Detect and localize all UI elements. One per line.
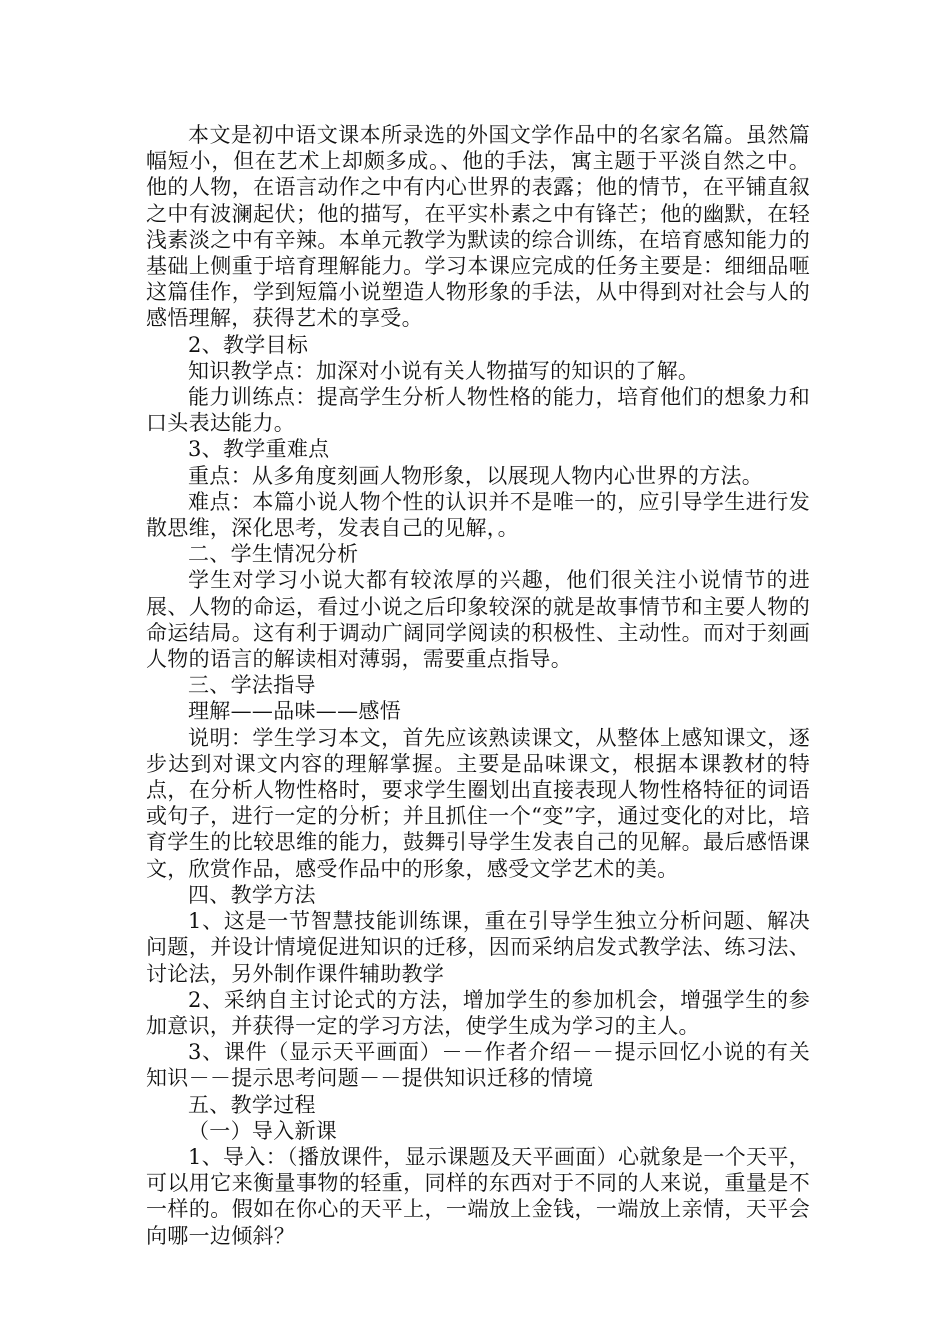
introduction-paragraph: 1、导入：（播放课件，显示课题及天平画面）心就象是一个天平，可以用它来衡量事物的轻重，同样的东西对于不同的人来说，重量是不一样的。假如在你心的天平上，一端放上金钱，一端放上亲情，天平会向哪一边倾斜？ bbox=[146, 1144, 810, 1248]
heading-teaching-methods: 四、教学方法 bbox=[188, 882, 316, 907]
difficult-point: 难点：本篇小说人物个性的认识并不是唯一的，应引导学生进行发散思维，深化思考，发表自己的见解，。 bbox=[146, 489, 810, 541]
subheading-introduction: （一）导入新课 bbox=[188, 1118, 338, 1143]
method-item-2: 2、采纳自主讨论式的方法，增加学生的参加机会，增强学生的参加意识，并获得一定的学习方法，使学生成为学习的主人。 bbox=[146, 987, 810, 1038]
intro-paragraph: 本文是初中语文课本所录选的外国文学作品中的名家名篇。虽然篇幅短小，但在艺术上却颇多成。、他的手法，寓主题于平淡自然之中。他的人物，在语言动作之中有内心世界的表露；他的情节，在平铺直叙之中有波澜起伏；他的描写，在平实朴素之中有锋芒；他的幽默，在轻浅素淡之中有辛辣。本单元教学为默读的综合训练，在培育感知能力的基础上侧重于培育理解能力。学习本课应完成的任务主要是：细细品咂这篇佳作，学到短篇小说塑造人物形象的手法，从中得到对社会与人的感悟理解，获得艺术的享受。 bbox=[146, 123, 810, 331]
heading-key-difficult-points: 3、教学重难点 bbox=[188, 437, 330, 462]
heading-student-analysis: 二、学生情况分析 bbox=[188, 542, 359, 567]
heading-teaching-process: 五、教学过程 bbox=[188, 1092, 316, 1117]
student-analysis-paragraph: 学生对学习小说大都有较浓厚的兴趣，他们很关注小说情节的进展、人物的命运，看过小说之后印象较深的就是故事情节和主要人物的命运结局。这有利于调动广阔同学阅读的积极性、主动性。而对于刻画人物的语言的解读相对薄弱，需要重点指导。 bbox=[146, 568, 810, 672]
key-point: 重点：从多角度刻画人物形象，以展现人物内心世界的方法。 bbox=[188, 463, 764, 488]
learning-explanation: 说明：学生学习本文，首先应该熟读课文，从整体上感知课文，逐步达到对课文内容的理解掌握。主要是品味课文，根据本课教材的特点，在分析人物性格时，要求学生圈划出直接表现人物性格特征的词语或句子，进行一定的分析；并且抓住一个“变”字，通过变化的对比，培育学生的比较思维的能力，鼓舞引导学生发表自己的见解。最后感悟课文，欣赏作品，感受作品中的形象，感受文学艺术的美。 bbox=[146, 725, 810, 881]
heading-teaching-goals: 2、教学目标 bbox=[188, 332, 309, 357]
heading-learning-guidance: 三、学法指导 bbox=[188, 673, 316, 698]
knowledge-point: 知识教学点：加深对小说有关人物描写的知识的了解。 bbox=[188, 358, 700, 383]
method-item-3: 3、课件（显示天平画面）－－作者介绍－－提示回忆小说的有关知识－－提示思考问题－－提供知识迁移的情境 bbox=[146, 1040, 810, 1091]
method-item-1: 1、这是一节智慧技能训练课，重在引导学生独立分析问题、解决问题，并设计情境促进知识的迁移，因而采纳启发式教学法、练习法、讨论法，另外制作课件辅助教学 bbox=[146, 909, 810, 986]
document-body bbox=[146, 122, 810, 1249]
learning-steps: 理解——品味——感悟 bbox=[188, 699, 401, 724]
ability-point: 能力训练点：提高学生分析人物性格的能力，培育他们的想象力和口头表达能力。 bbox=[146, 385, 810, 436]
